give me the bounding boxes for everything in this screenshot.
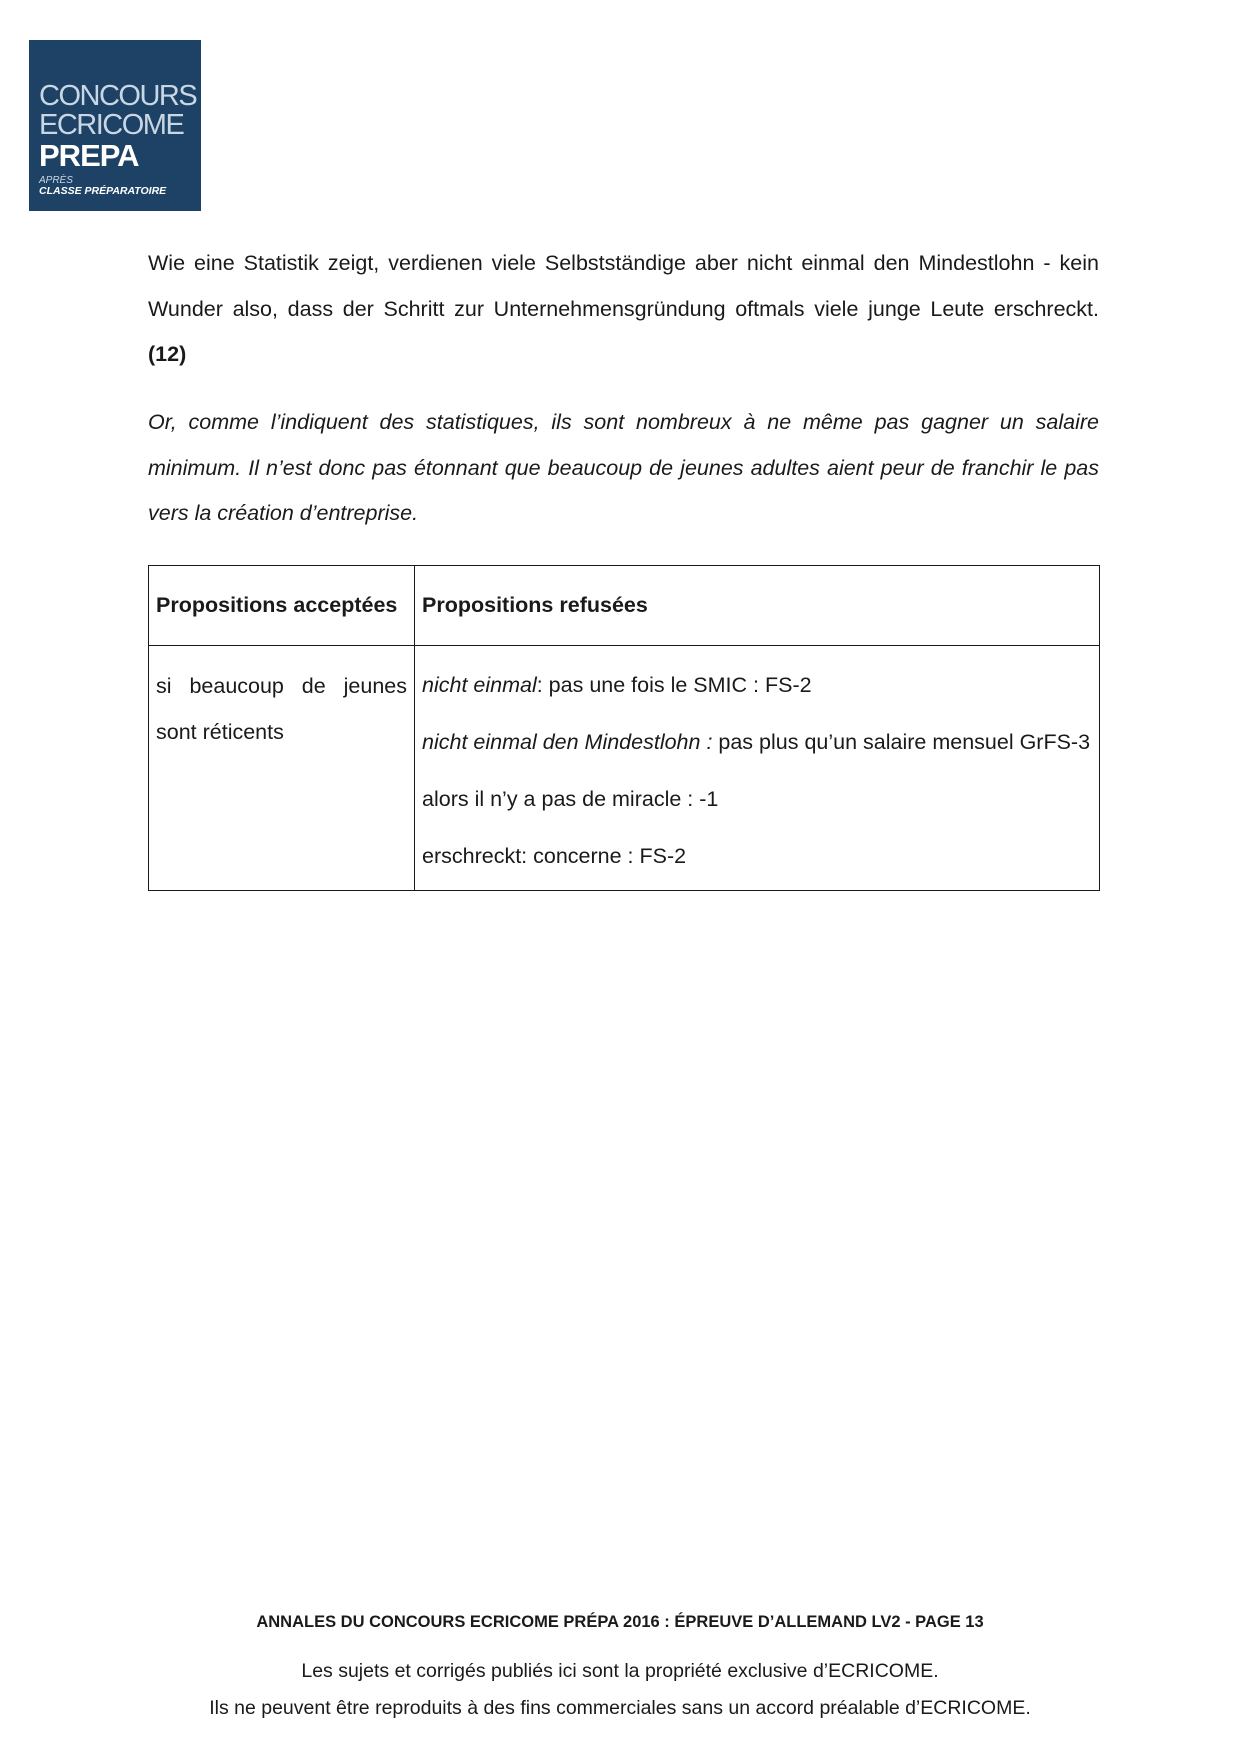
header-refused: Propositions refusées [415, 566, 1100, 646]
table-header-row [149, 566, 1100, 646]
refused-item-german: nicht einmal den Mindestlohn : [422, 730, 713, 754]
logo-line-apres: APRÈS [39, 175, 73, 186]
accepted-cell [149, 646, 415, 891]
footer-title: ANNALES DU CONCOURS ECRICOME PRÉPA 2016 : ÉPREUVE D’ALLEMAND LV2 - PAGE 13 [256, 1613, 984, 1631]
propositions-table [148, 565, 1100, 891]
refused-cell [415, 646, 1100, 891]
paragraph-marker: (12) [148, 342, 187, 366]
french-translation: Or, comme l’indiquent des statistiques, ils sont nombreux à ne même pas gagner un salaire minimum. Il n’est donc pas étonnant que beaucoup de jeunes adultes aient peur de franchir le pas vers la création d’entreprise. [148, 410, 1099, 525]
footer-copyright-line: Les sujets et corrigés publiés ici sont la propriété exclusive d’ECRICOME. [301, 1660, 939, 1682]
logo-line-classe: CLASSE PRÉPARATOIRE [39, 185, 167, 197]
refused-item-german: nicht einmal [422, 673, 537, 697]
logo-line-concours: CONCOURS [39, 80, 197, 112]
refused-item-comment: pas plus qu’un salaire mensuel GrFS-3 [712, 730, 1091, 754]
german-paragraph [148, 241, 1099, 378]
header-accepted: Propositions acceptées [149, 566, 415, 646]
refused-item [422, 777, 1092, 822]
accepted-proposition: si beaucoup de jeunes sont réticents [156, 674, 407, 744]
refused-item [422, 663, 1092, 708]
table-row [149, 646, 1100, 891]
footer-copyright-line: Ils ne peuvent être reproduits à des fins commerciales sans un accord préalable d’ECRICOME. [209, 1697, 1031, 1719]
refused-item-comment: : pas une fois le SMIC : FS-2 [536, 673, 812, 697]
logo-line-ecricome: ECRICOME [39, 109, 184, 141]
german-text: Wie eine Statistik zeigt, verdienen viele Selbstständige aber nicht einmal den Mindestlohn - kein Wunder also, dass der Schritt zur Unternehmensgründung oftmals viele junge Leute erschreckt. [148, 251, 1099, 321]
refused-item-comment: alors il n’y a pas de miracle : -1 [422, 787, 719, 811]
ecricome-logo [29, 40, 201, 211]
refused-item [422, 720, 1092, 765]
refused-item [422, 834, 1092, 879]
refused-item-comment: erschreckt: concerne : FS-2 [422, 844, 687, 868]
logo-line-prepa: PREPA [39, 138, 139, 173]
